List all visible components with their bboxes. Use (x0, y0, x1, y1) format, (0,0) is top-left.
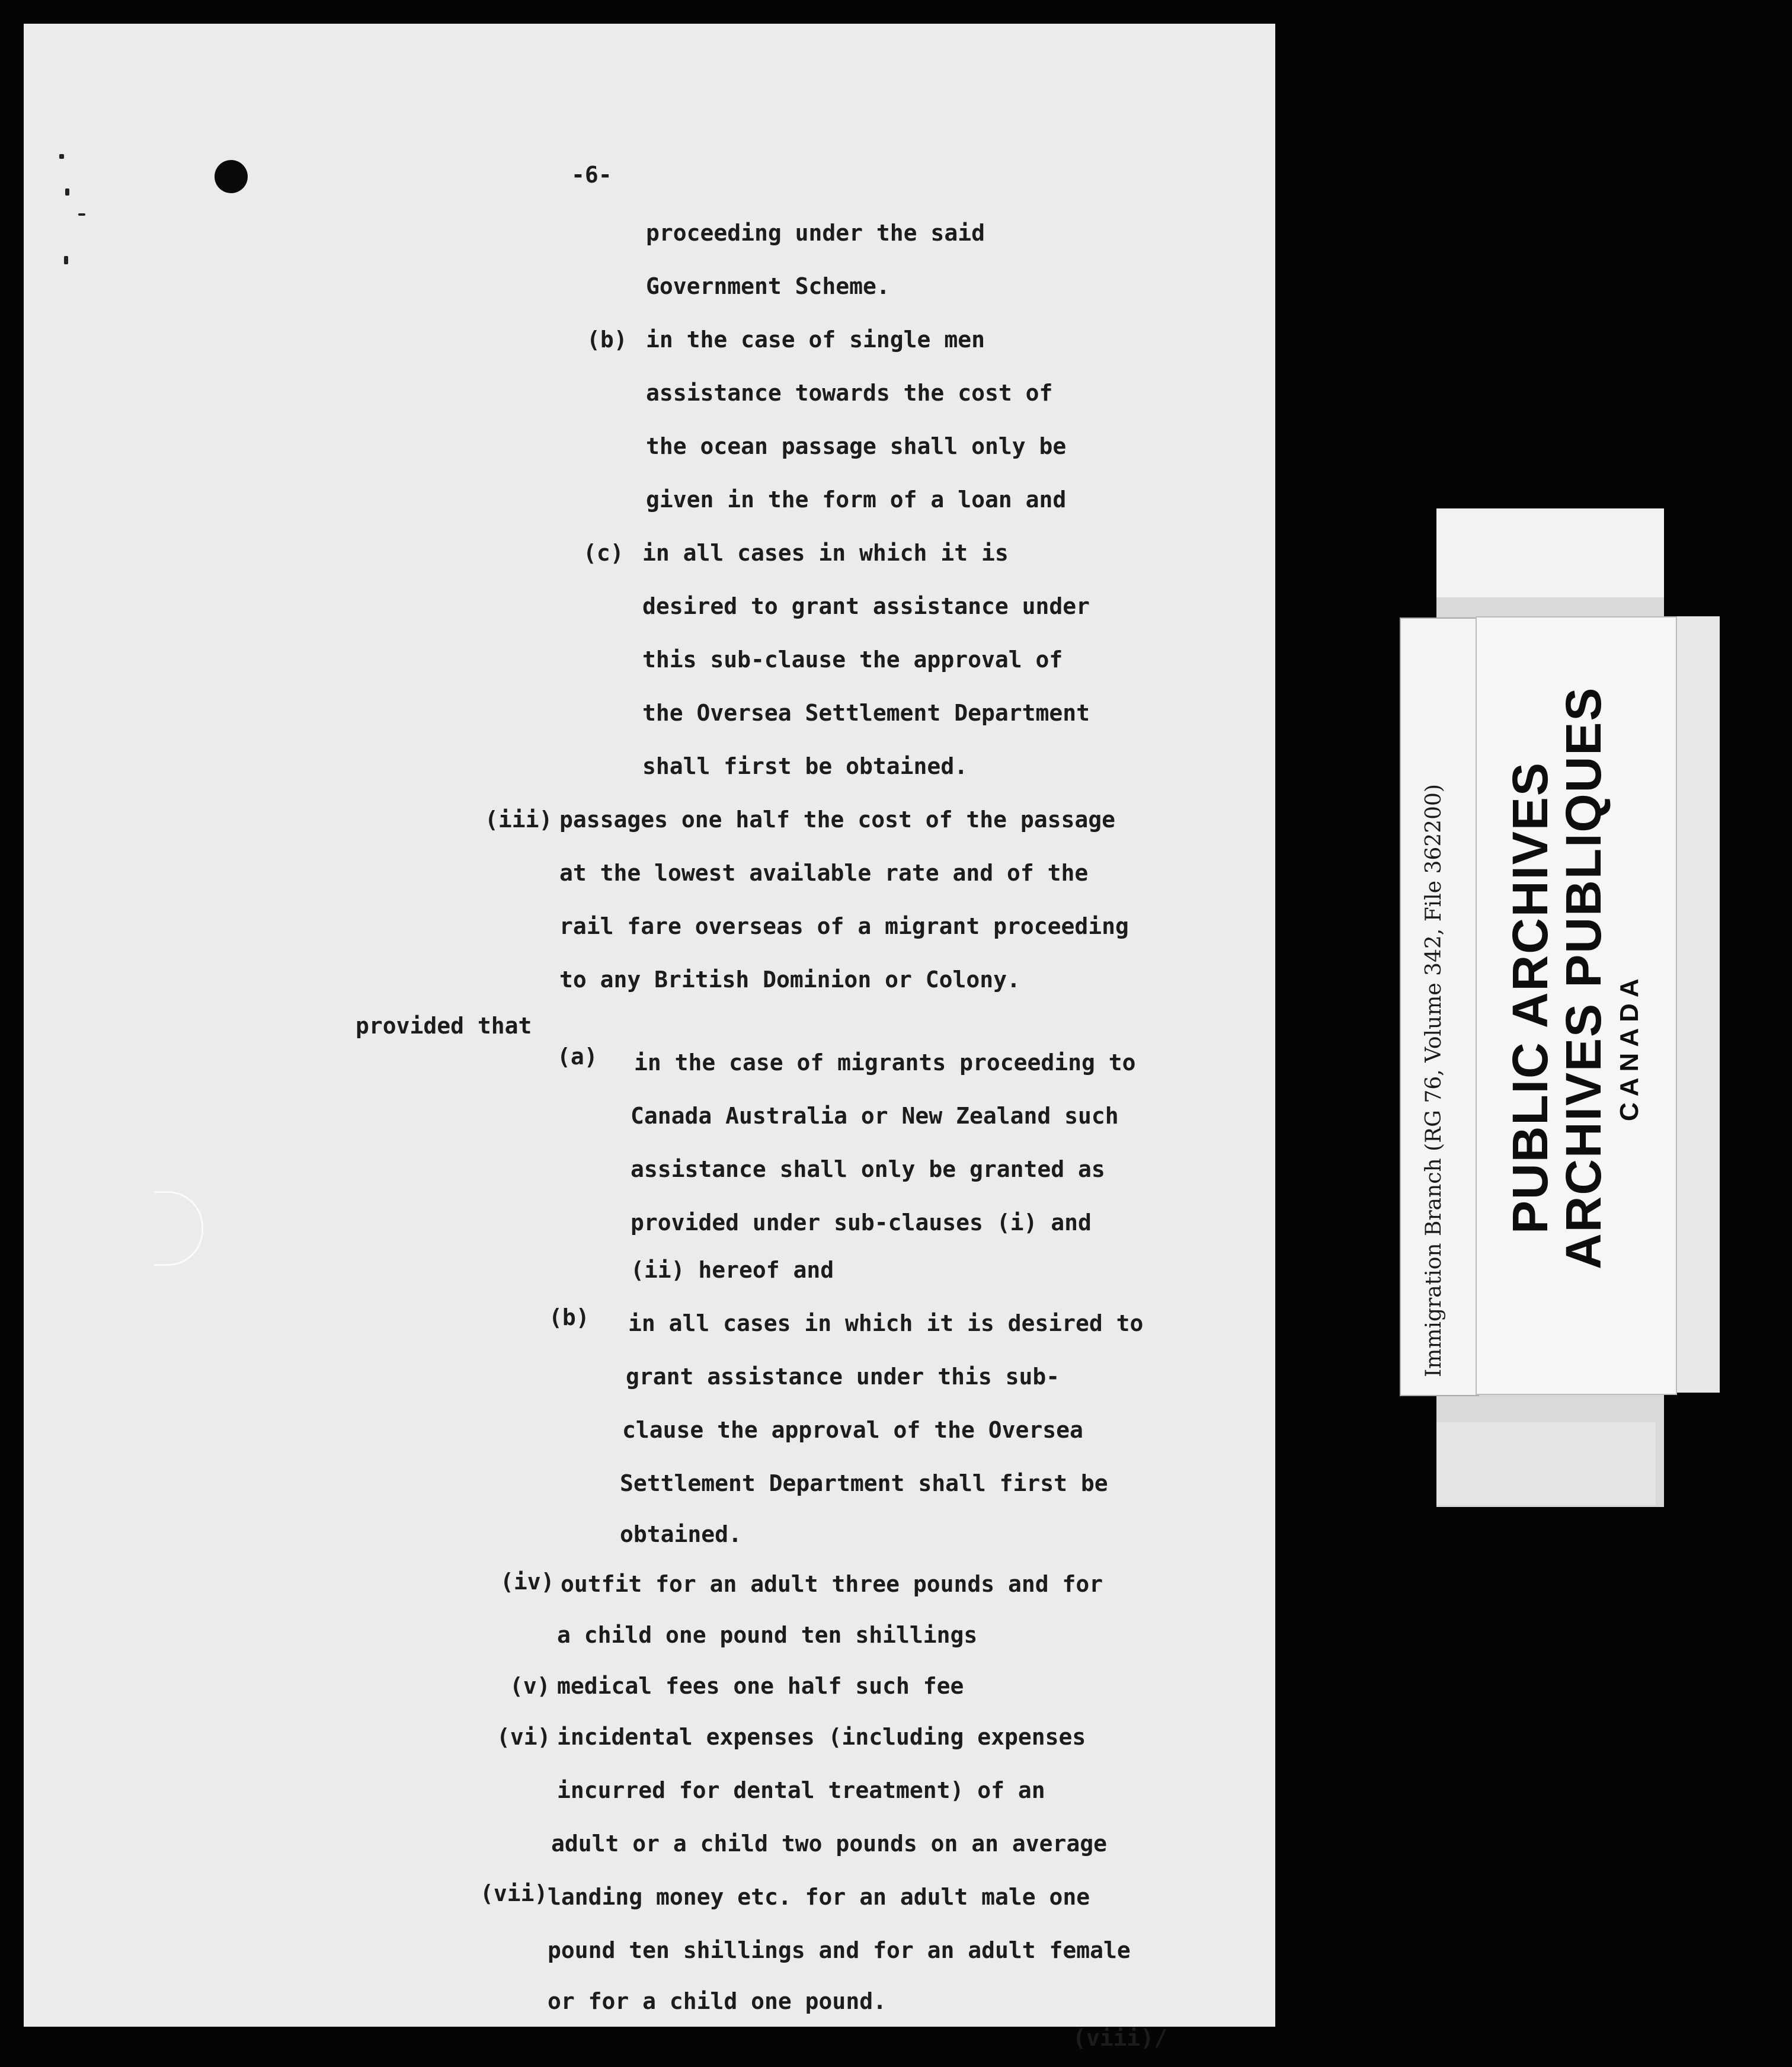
label-line1: PUBLIC ARCHIVES (1502, 761, 1558, 1234)
item-marker: (iv) (500, 1569, 555, 1595)
text-line: medical fees one half such fee (557, 1673, 964, 1699)
item-marker: (a) (557, 1044, 598, 1070)
text-line: incidental expenses (including expenses (557, 1724, 1086, 1750)
item-marker: (c) (583, 540, 624, 566)
text-line: Settlement Department shall first be (620, 1470, 1108, 1496)
text-line: provided that (356, 1013, 532, 1039)
paper-mark (154, 1191, 203, 1266)
text-line: the Oversea Settlement Department (642, 700, 1090, 726)
speck (65, 188, 69, 196)
text-line: this sub-clause the approval of (642, 647, 1063, 673)
label-strip (1436, 1422, 1656, 1505)
text-line: passages one half the cost of the passage (559, 807, 1115, 833)
page-number: -6- (571, 162, 612, 188)
text-line: landing money etc. for an adult male one (548, 1884, 1090, 1910)
text-line: to any British Dominion or Colony. (559, 967, 1020, 993)
item-marker: (v) (510, 1673, 551, 1699)
speck (64, 256, 68, 264)
archive-source-label (1400, 617, 1479, 1396)
text-line: provided under sub-clauses (i) and (631, 1210, 1092, 1236)
text-line: given in the form of a loan and (646, 487, 1067, 513)
text-line: the ocean passage shall only be (646, 433, 1067, 459)
source-text: Immigration Branch (RG 76, Volume 342, File 362200) (1422, 784, 1446, 1377)
text-line: a child one pound ten shillings (557, 1622, 978, 1648)
document-page (24, 24, 1275, 2051)
text-line: Canada Australia or New Zealand such (631, 1103, 1119, 1129)
text-line: in all cases in which it is desired to (628, 1310, 1144, 1336)
text-line: adult or a child two pounds on an average (551, 1831, 1107, 1857)
item-marker: (b) (587, 327, 628, 353)
item-marker: (b) (549, 1304, 590, 1330)
text-line: (ii) hereof and (631, 1257, 834, 1283)
text-line: Government Scheme. (646, 273, 890, 299)
label-line2: ARCHIVES PUBLIQUES (1556, 686, 1611, 1269)
catchword: (viii)/ (1073, 2025, 1168, 2051)
text-line: clause the approval of the Oversea (622, 1417, 1083, 1443)
item-marker: (iii) (485, 807, 553, 833)
label-line3: CANADA (1615, 972, 1644, 1121)
text-line: in all cases in which it is (642, 540, 1009, 566)
text-line: grant assistance under this sub- (626, 1364, 1060, 1390)
label-strip (1436, 508, 1664, 597)
item-marker: (vii) (480, 1880, 548, 1906)
text-line: assistance shall only be granted as (631, 1156, 1105, 1182)
text-line: assistance towards the cost of (646, 380, 1053, 406)
text-line: or for a child one pound. (548, 1988, 887, 2014)
text-line: in the case of migrants proceeding to (634, 1050, 1136, 1076)
item-marker: (vi) (497, 1724, 551, 1750)
speck (59, 154, 64, 159)
text-line: at the lowest available rate and of the (559, 860, 1089, 886)
text-line: pound ten shillings and for an adult female (548, 1937, 1131, 1963)
text-line: in the case of single men (646, 327, 985, 353)
text-line: outfit for an adult three pounds and for (561, 1571, 1103, 1597)
text-line: rail fare overseas of a migrant proceeding (559, 913, 1129, 939)
archive-stamp-label (1476, 616, 1677, 1395)
text-line: desired to grant assistance under (642, 593, 1090, 619)
text-line: obtained. (620, 1521, 742, 1547)
text-line: proceeding under the said (646, 220, 985, 246)
speck (78, 213, 85, 216)
text-line: incurred for dental treatment) of an (557, 1777, 1045, 1803)
text-line: shall first be obtained. (642, 753, 968, 779)
punch-hole (215, 160, 248, 193)
label-strip (1675, 616, 1720, 1393)
